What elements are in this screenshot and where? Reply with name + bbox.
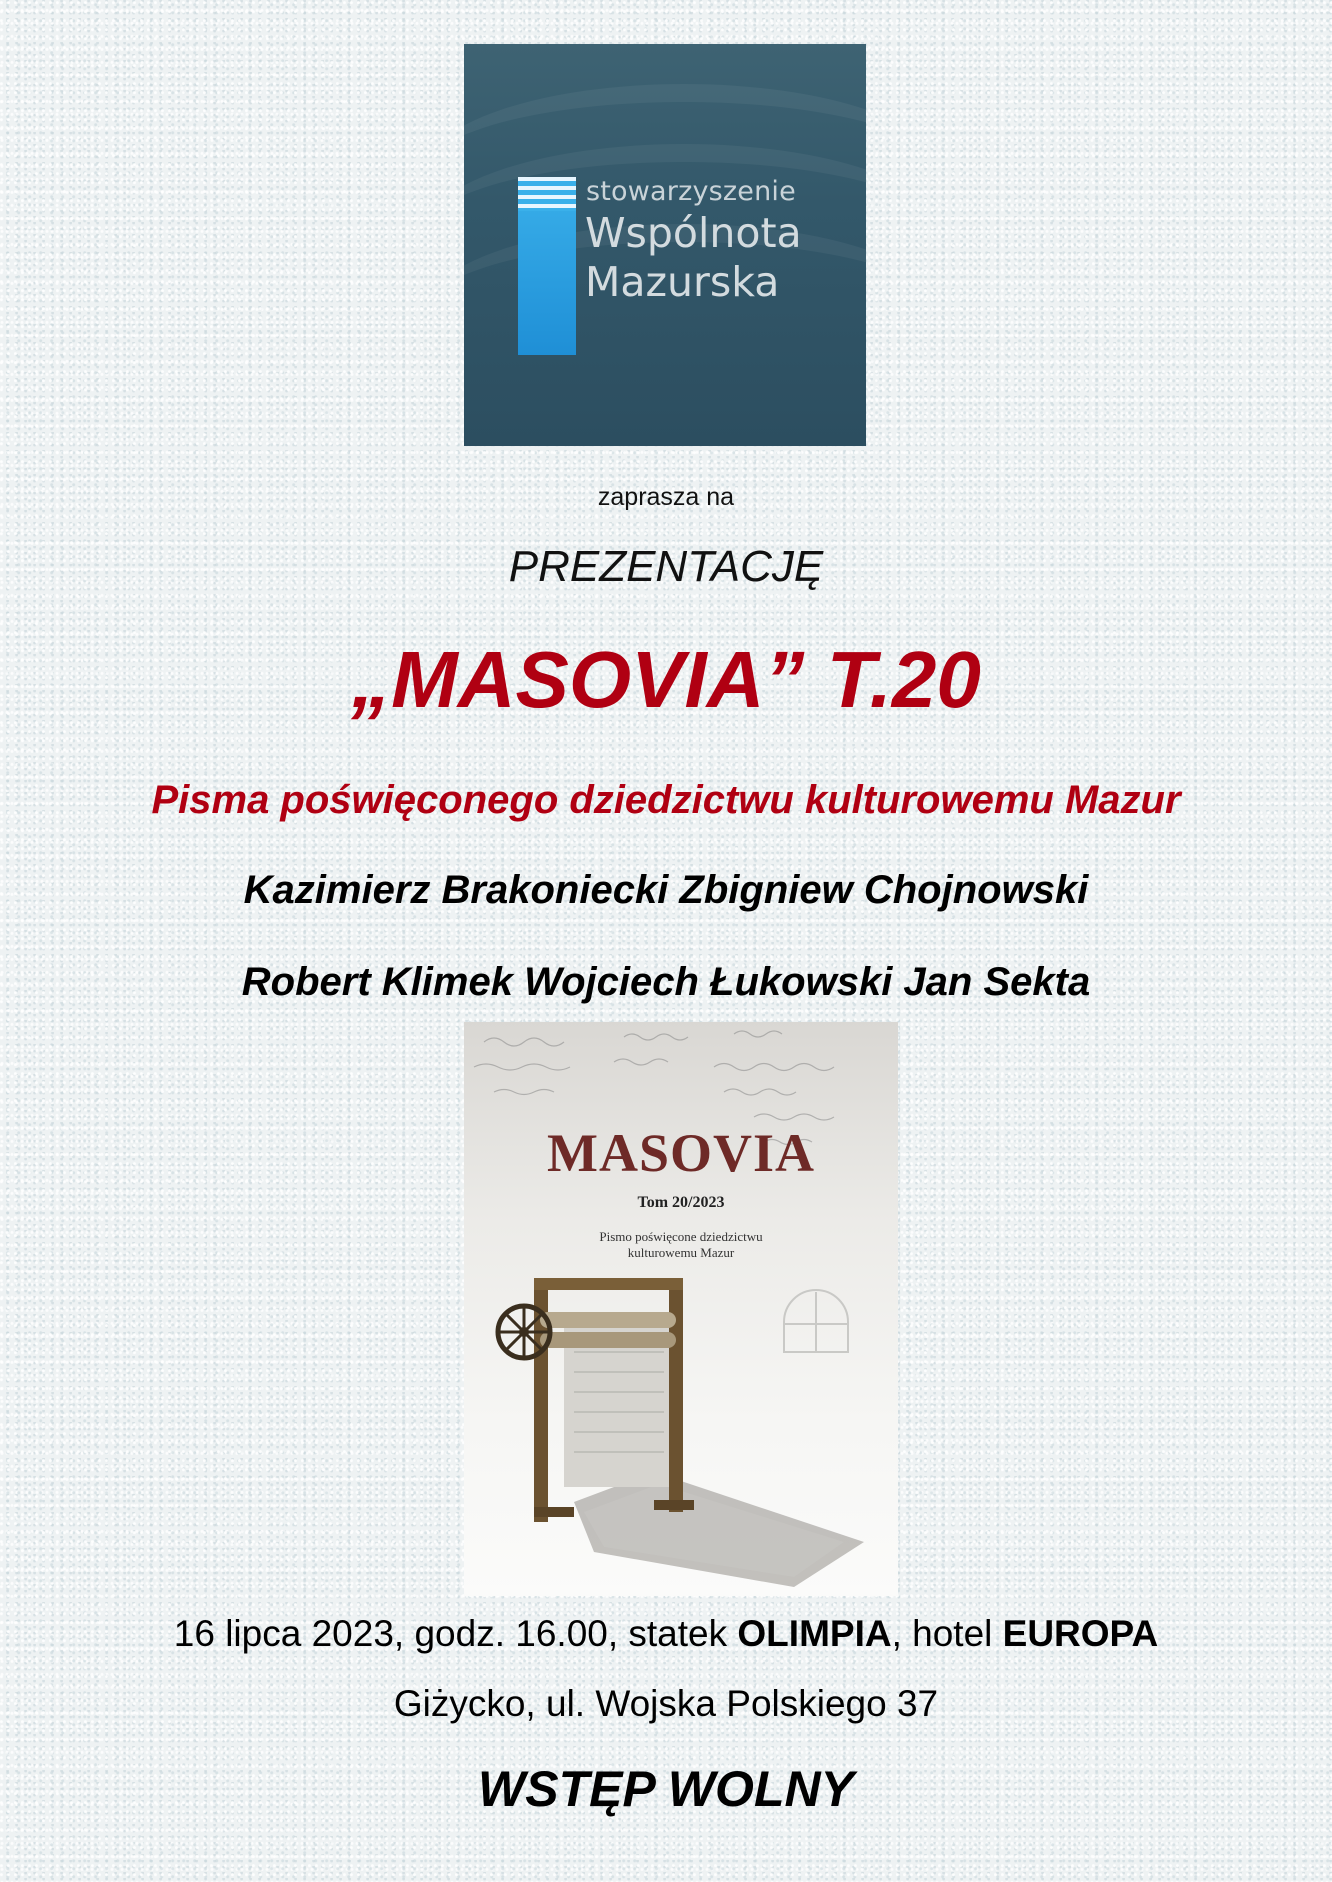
invite-text: zaprasza na	[597, 483, 735, 511]
mangle-illustration	[464, 1242, 898, 1596]
cover-subtitle-2: kulturowemu Mazur	[627, 1245, 735, 1260]
authors-line-1: Kazimierz Brakoniecki Zbigniew Chojnowski	[243, 868, 1089, 912]
publication-subtitle: Pisma poświęconego dziedzictwu kulturowemu Mazur	[151, 778, 1181, 822]
venue-separator: , hotel	[891, 1613, 1003, 1654]
cover-subtitle-1: Pismo poświęcone dziedzictwu	[599, 1229, 763, 1244]
association-logo	[464, 44, 866, 446]
authors-line-2: Robert Klimek Wojciech Łukowski Jan Sekta	[241, 960, 1091, 1004]
event-date-time: 16 lipca 2023, godz. 16.00, statek	[173, 1613, 738, 1654]
logo-line-3: Mazurska	[585, 258, 780, 306]
event-date-venue	[0, 1613, 1332, 1655]
presentation-heading: PREZENTACJĘ	[508, 542, 824, 591]
venue-ship: OLIMPIA	[737, 1613, 892, 1654]
waves-icon	[518, 177, 576, 211]
book-cover	[464, 1022, 898, 1596]
venue-hotel: EUROPA	[1002, 1613, 1159, 1654]
cover-volume: Tom 20/2023	[637, 1194, 725, 1211]
publication-title: „MASOVIA” T.20	[351, 635, 981, 724]
logo-line-2: Wspólnota	[585, 209, 802, 257]
event-address: Giżycko, ul. Wojska Polskiego 37	[393, 1683, 939, 1724]
cover-title: MASOVIA	[546, 1123, 815, 1183]
admission-note: WSTĘP WOLNY	[478, 1761, 854, 1817]
logo-line-1: stowarzyszenie	[586, 176, 796, 207]
